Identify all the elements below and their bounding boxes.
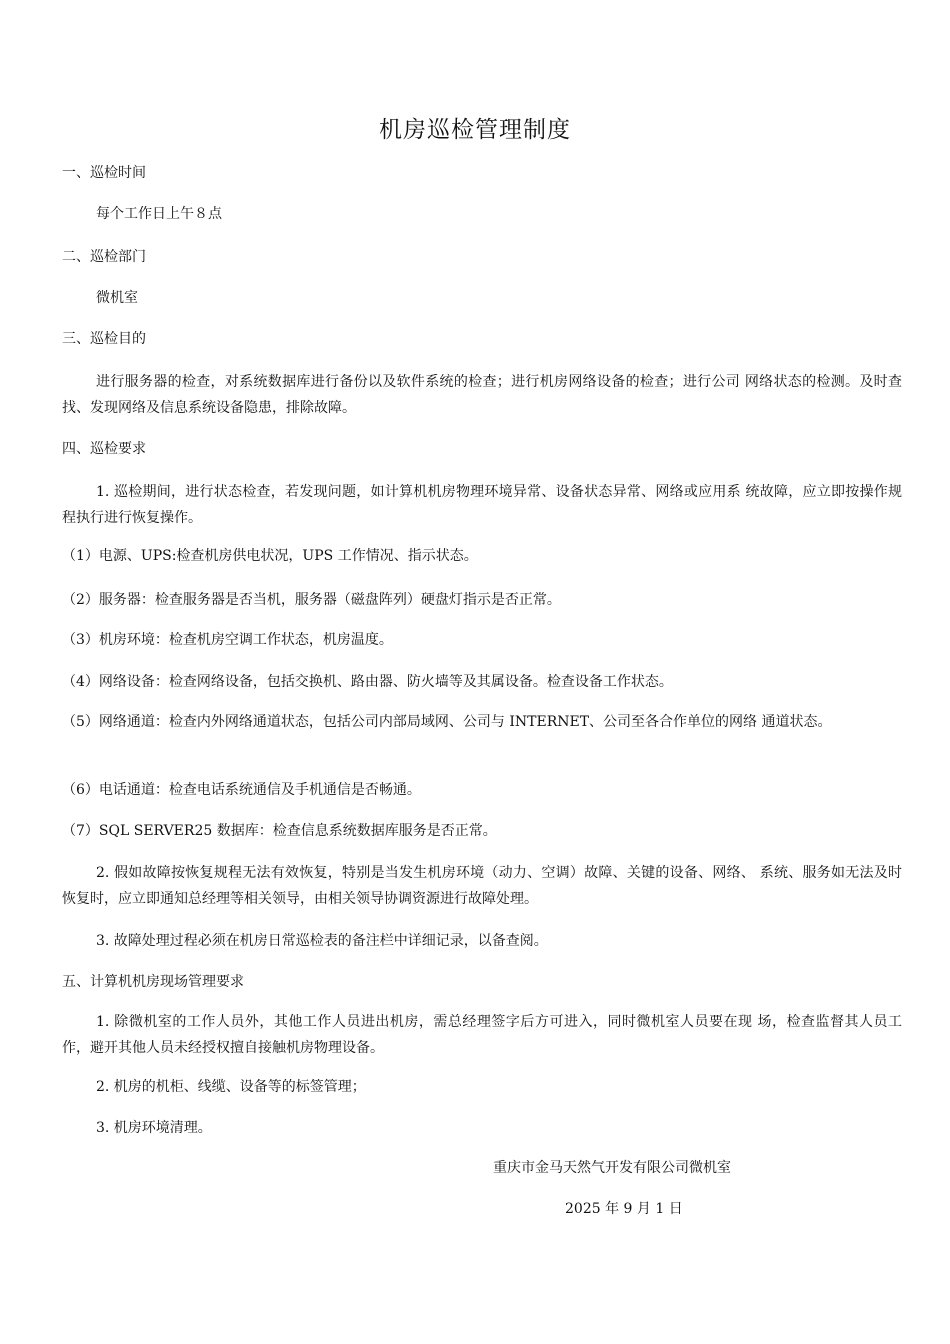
requirements-item-3: （3）机房环境：检查机房空调工作状态，机房温度。	[62, 632, 393, 648]
signature-date: 2025 年 9 月 1 日	[565, 1201, 683, 1217]
requirements-paragraph-3: 3. 故障处理过程必须在机房日常巡检表的备注栏中详细记录，以备查阅。	[96, 933, 548, 949]
requirements-item-5: （5）网络通道：检查内外网络通道状态，包括公司内部局域网、公司与 INTERNET、公司至各合作单位的网络 通道状态。	[62, 714, 832, 730]
section-heading-onsite: 五、计算机机房现场管理要求	[62, 974, 244, 990]
requirements-item-2: （2）服务器：检查服务器是否当机，服务器（磁盘阵列）硬盘灯指示是否正常。	[62, 592, 561, 608]
document-title: 机房巡检管理制度	[379, 117, 571, 143]
section-body-purpose: 进行服务器的检查，对系统数据库进行备份以及软件系统的检查；进行机房网络设备的检查；进行公司 网络状态的检测。及时查找、发现网络及信息系统设备隐患，排除故障。	[62, 374, 902, 416]
requirements-item-6: （6）电话通道：检查电话系统通信及手机通信是否畅通。	[62, 782, 421, 798]
section-heading-purpose: 三、巡检目的	[62, 331, 146, 347]
signature-organization: 重庆市金马天然气开发有限公司微机室	[493, 1160, 731, 1176]
requirements-paragraph-1: 1. 巡检期间，进行状态检查，若发现问题，如计算机机房物理环境异常、设备状态异常、网络或应用系 统故障，应立即按操作规程执行进行恢复操作。	[62, 484, 902, 526]
onsite-paragraph-1: 1. 除微机室的工作人员外，其他工作人员进出机房，需总经理签字后方可进入，同时微机室人员要在现 场，检查监督其人员工作，避开其他人员未经授权擅自接触机房物理设备。	[62, 1014, 902, 1056]
section-heading-time: 一、巡检时间	[62, 165, 146, 181]
section-heading-department: 二、巡检部门	[62, 249, 146, 265]
section-heading-requirements: 四、巡检要求	[62, 441, 146, 457]
requirements-item-1: （1）电源、UPS:检查机房供电状况，UPS 工作情况、指示状态。	[62, 548, 478, 564]
onsite-paragraph-2: 2. 机房的机柜、线缆、设备等的标签管理；	[96, 1079, 366, 1095]
section-body-time: 每个工作日上午８点	[96, 206, 222, 222]
requirements-item-7: （7）SQL SERVER25 数据库：检查信息系统数据库服务是否正常。	[62, 823, 497, 839]
requirements-paragraph-2: 2. 假如故障按恢复规程无法有效恢复，特别是当发生机房环境（动力、空调）故障、关键的设备、网络、 系统、服务如无法及时恢复时，应立即通知总经理等相关领导，由相关领导协调资源进行故障处理。	[62, 865, 902, 907]
requirements-item-4: （4）网络设备：检查网络设备，包括交换机、路由器、防火墙等及其属设备。检查设备工作状态。	[62, 674, 673, 690]
onsite-paragraph-3: 3. 机房环境清理。	[96, 1120, 212, 1136]
section-body-department: 微机室	[96, 290, 138, 306]
